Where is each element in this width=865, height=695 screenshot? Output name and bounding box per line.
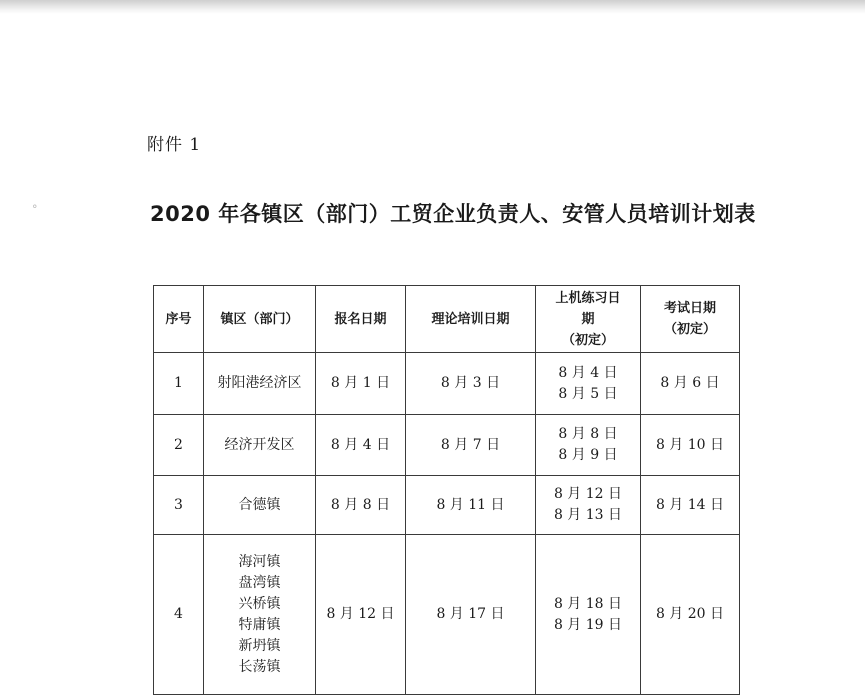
cell-district [204,353,316,415]
cell-practice-date [536,476,641,535]
practice-date: 8 月 5 日 [558,385,618,402]
scan-smudge: ° [32,203,38,216]
document-title: 2020 年各镇区（部门）工贸企业负责人、安管人员培训计划表 [150,202,756,226]
district-name: 兴桥镇 [238,595,281,612]
practice-date: 8 月 12 日 [553,486,623,502]
cell-theory-date: 8 月 17 日 [406,535,536,695]
practice-date: 8 月 19 日 [553,616,623,633]
cell-seq: 3 [154,476,204,535]
cell-signup-date: 8 月 4 日 [316,415,406,476]
district-name: 长荡镇 [238,658,281,675]
header-theory-date: 理论培训日期 [406,286,536,353]
cell-exam-date: 8 月 6 日 [641,353,740,415]
table-header-row [154,286,740,353]
header-practice-line-3: （初定） [561,332,614,348]
header-signup-date: 报名日期 [316,286,406,353]
cell-exam-date: 8 月 14 日 [641,476,740,535]
practice-date: 8 月 4 日 [558,364,618,381]
header-exam-date [641,286,740,353]
cell-district [204,415,316,476]
cell-theory-date: 8 月 7 日 [406,415,536,476]
cell-exam-date: 8 月 10 日 [641,415,740,476]
table-row [154,415,740,476]
district-name: 新坍镇 [238,637,281,654]
header-practice-date [536,286,641,353]
cell-district [204,535,316,695]
cell-practice-date [536,415,641,476]
district-name: 合德镇 [238,496,281,513]
cell-seq: 1 [154,353,204,415]
cell-practice-date [536,535,641,695]
cell-signup-date: 8 月 1 日 [316,353,406,415]
header-practice-line-1: 上机练习日 [555,290,621,306]
table-row [154,476,740,535]
cell-seq: 2 [154,415,204,476]
table-row [154,535,740,695]
district-name: 射阳港经济区 [217,375,302,391]
cell-practice-date [536,353,641,415]
table-row [154,353,740,415]
practice-date: 8 月 18 日 [553,595,623,612]
practice-date: 8 月 13 日 [553,507,623,523]
cell-theory-date: 8 月 11 日 [406,476,536,535]
header-district: 镇区（部门） [204,286,316,353]
cell-signup-date: 8 月 8 日 [316,476,406,535]
cell-signup-date: 8 月 12 日 [316,535,406,695]
district-name: 盘湾镇 [238,574,281,591]
practice-date: 8 月 8 日 [558,426,618,442]
district-name: 经济开发区 [224,436,295,453]
header-practice-line-2: 期 [581,311,595,327]
cell-theory-date: 8 月 3 日 [406,353,536,415]
district-name: 特庸镇 [238,616,281,633]
header-seq: 序号 [154,286,204,353]
header-exam-line-1: 考试日期 [663,301,716,316]
training-plan-table [153,285,740,695]
cell-seq: 4 [154,535,204,695]
cell-district [204,476,316,535]
attachment-label: 附件 1 [147,135,202,155]
district-name: 海河镇 [238,553,281,570]
header-exam-line-2: （初定） [663,322,716,337]
practice-date: 8 月 9 日 [558,447,618,463]
scan-edge-shadow [0,0,865,14]
cell-exam-date: 8 月 20 日 [641,535,740,695]
